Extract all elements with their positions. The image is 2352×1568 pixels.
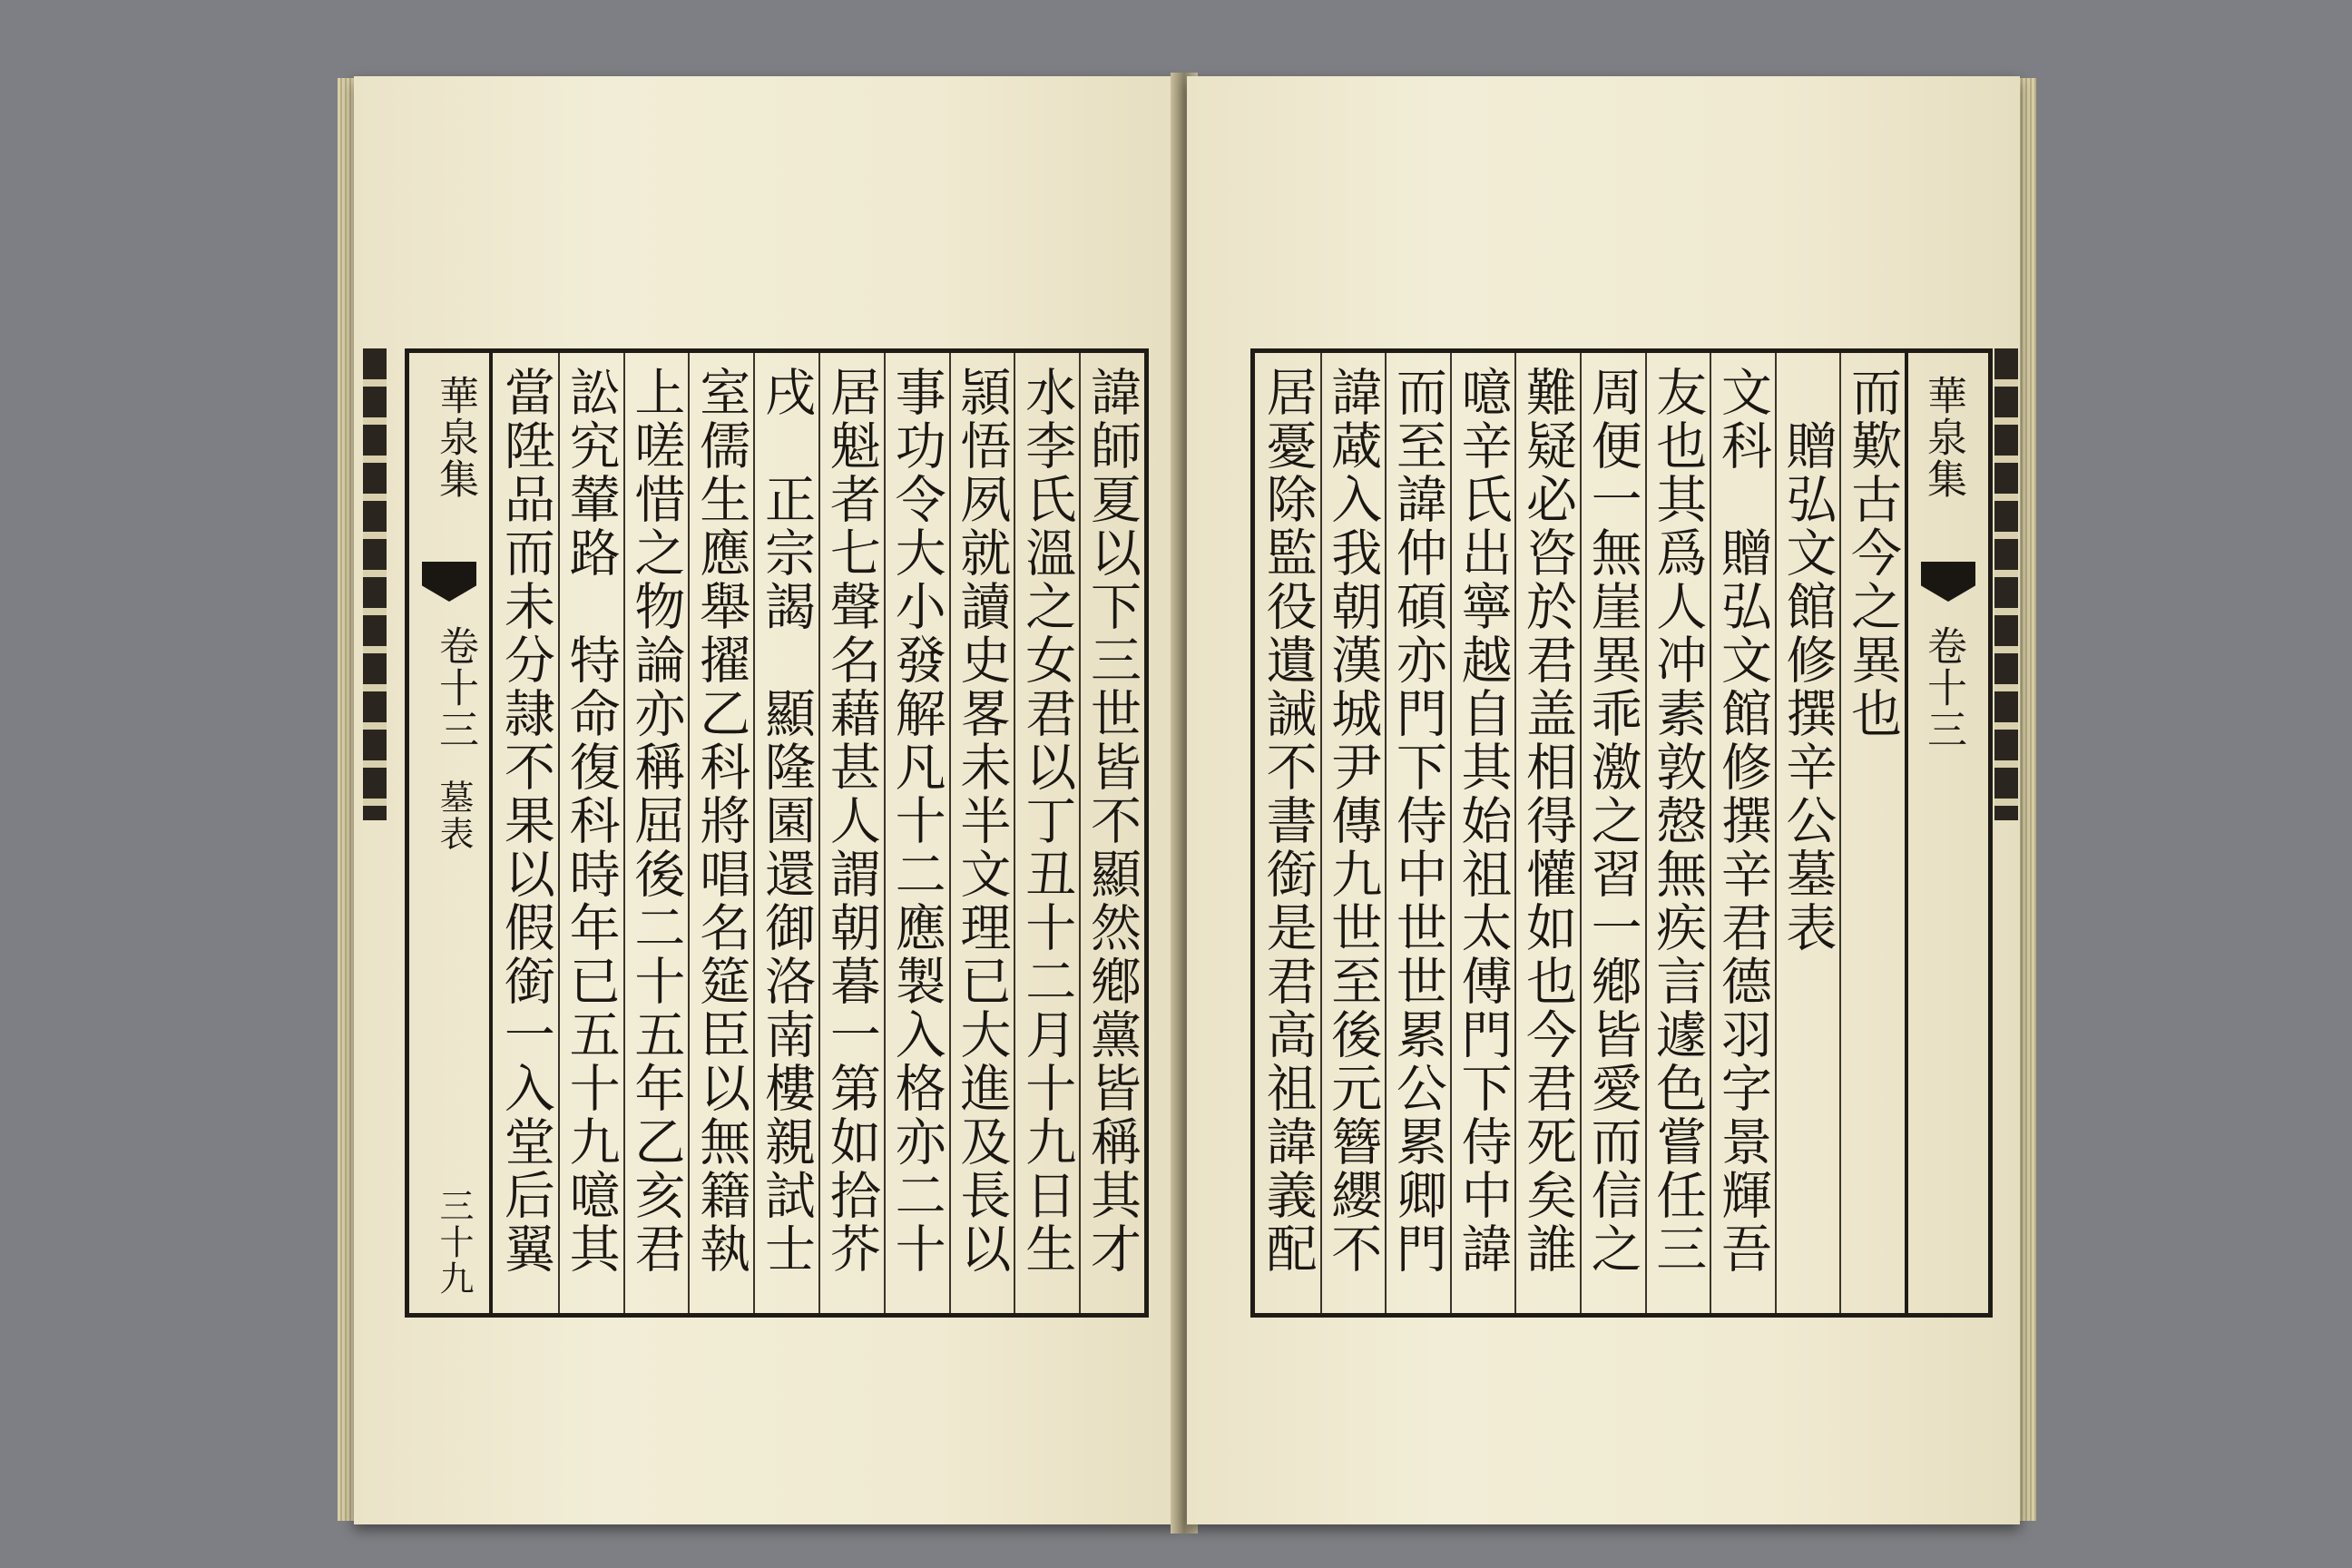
text-column: 周便一無崖異乖激之習一鄕皆愛而信之	[1580, 353, 1645, 1313]
text-column: 而歎古今之異也	[1839, 353, 1905, 1313]
text-column: 上嗟惜之物論亦稱屈後二十五年乙亥君	[623, 353, 689, 1313]
left-book-title: 華泉集	[432, 375, 478, 500]
left-page	[354, 76, 1181, 1524]
text-column: 難疑必咨於君盖相得懽如也今君死矣誰	[1514, 353, 1580, 1313]
text-column: 事功令大小發解凡十二應製入格亦二十	[884, 353, 949, 1313]
left-volume-label: 卷十三	[432, 625, 478, 750]
left-fish-tail-mark	[422, 562, 476, 602]
text-column: 居魁者七聲名藉甚人謂朝暮一第如拾芥	[818, 353, 884, 1313]
right-book-title: 華泉集	[1920, 375, 1966, 500]
text-column: 友也其爲人冲素敦慤無疾言遽色嘗任三	[1645, 353, 1710, 1313]
right-text-frame	[1250, 348, 1993, 1318]
text-column: 水李氏溫之女君以丁丑十二月十九日生	[1014, 353, 1079, 1313]
left-edge-tab-marks	[363, 348, 387, 820]
left-center-margin	[409, 353, 493, 1313]
right-page	[1187, 76, 2020, 1524]
text-column: 文科 贈弘文館修撰辛君德羽字景輝吾	[1710, 353, 1775, 1313]
text-column: 諱蒧入我朝漢城尹傳九世至後元簪纓不	[1320, 353, 1386, 1313]
text-column: 當陞品而未分隷不果以假銜一入堂后翼	[495, 366, 555, 1276]
left-page-number: 三十九	[434, 1188, 474, 1297]
text-column: 諱師夏以下三世皆不顯然鄕黨皆稱其才	[1079, 353, 1144, 1313]
text-column: 頴悟夙就讀史畧未半文理已大進及長以	[949, 353, 1014, 1313]
text-column: 訟究輦路 特命復科時年已五十九噫其	[558, 353, 623, 1313]
text-column: 戌 正宗謁 顯隆園還御洛南樓親試士	[753, 353, 818, 1313]
left-section-label: 墓表	[434, 779, 474, 852]
text-column: 贈弘文館修撰辛公墓表	[1775, 353, 1840, 1313]
left-text-columns	[493, 353, 1144, 1313]
right-center-margin	[1905, 353, 1988, 1313]
text-column: 居憂除監役遺誡不書銜是君高祖諱義配	[1258, 366, 1318, 1276]
text-column: 而至諱仲碩亦門下侍中世世累公累卿門	[1385, 353, 1450, 1313]
text-column: 噫辛氏出寧越自其始祖太傅門下侍中諱	[1450, 353, 1515, 1313]
text-column: 室儒生應舉擢乙科將唱名筵臣以無籍執	[688, 353, 753, 1313]
right-volume-label: 卷十三	[1920, 625, 1966, 750]
left-text-frame	[405, 348, 1149, 1318]
open-book	[338, 64, 2036, 1539]
right-fish-tail-mark	[1921, 562, 1975, 602]
right-text-columns	[1255, 353, 1905, 1313]
right-edge-tab-marks	[1994, 348, 2018, 820]
